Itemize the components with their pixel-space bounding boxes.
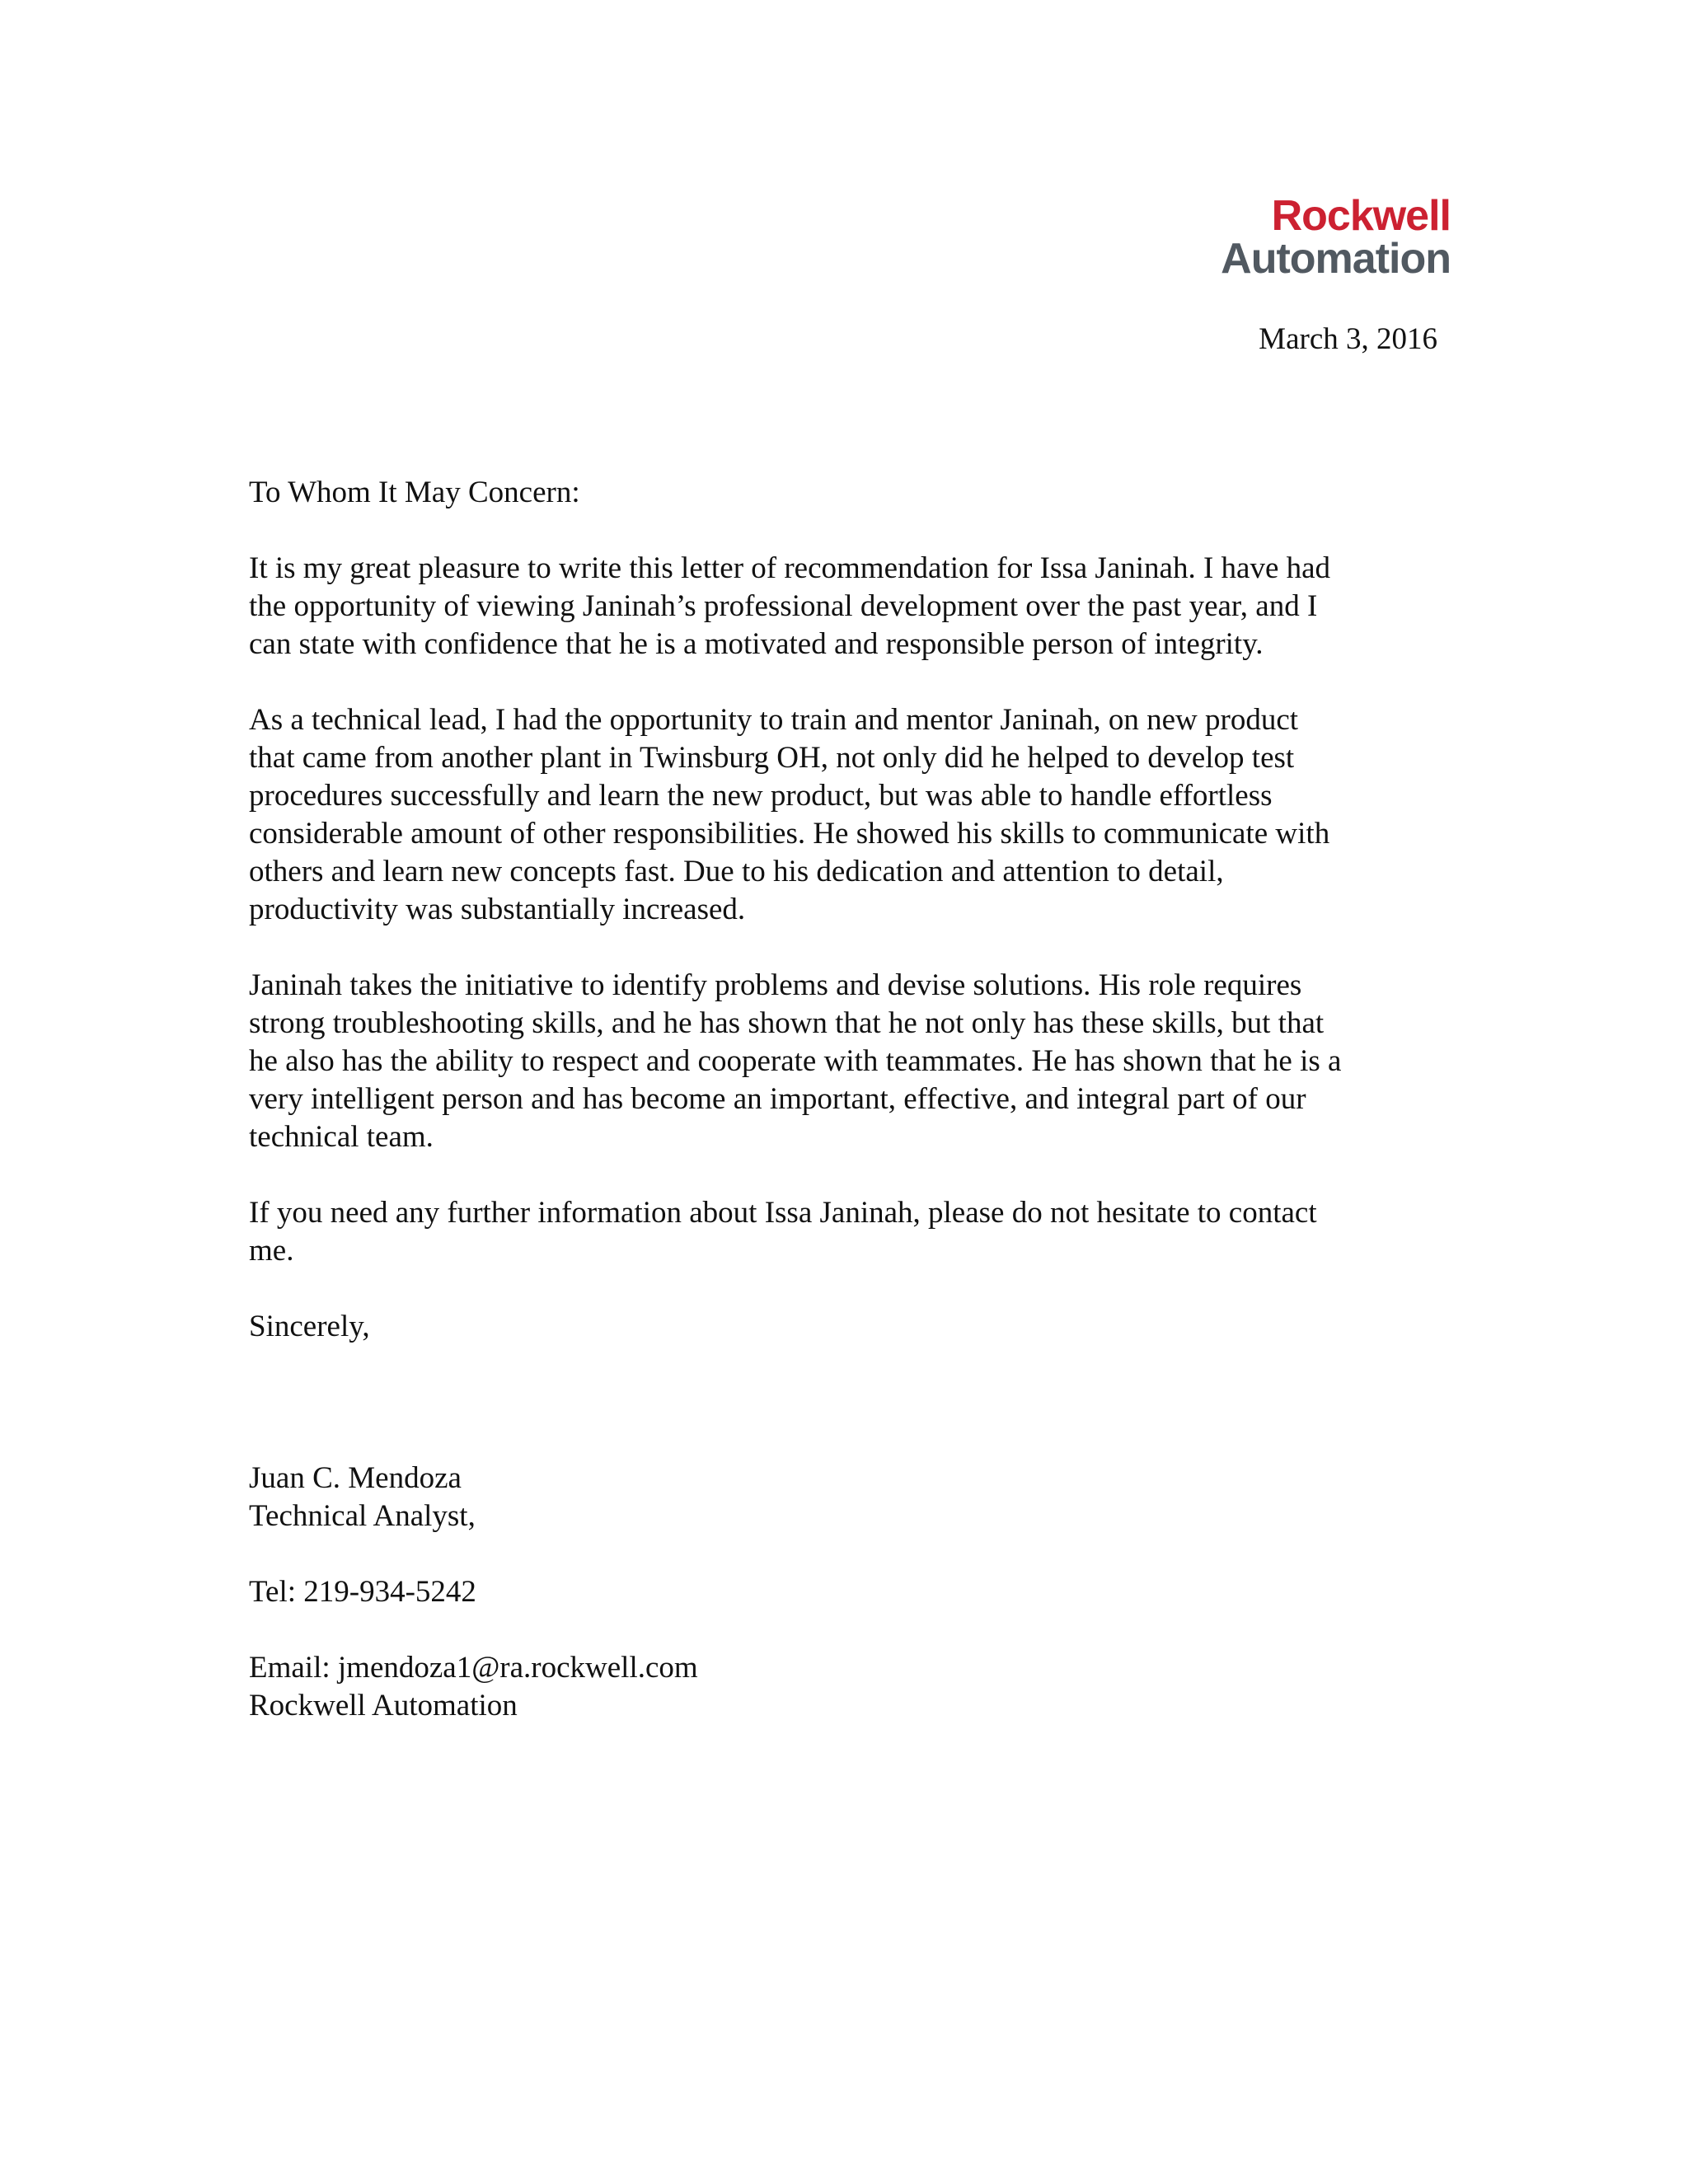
paragraph-line: the opportunity of viewing Janinah’s professional development over the past year, and I xyxy=(249,589,1318,623)
paragraph-line: he also has the ability to respect and cooperate with teammates. He has shown that he is a xyxy=(249,1044,1342,1078)
letter-body xyxy=(249,474,1452,1725)
signer-name: Juan C. Mendoza xyxy=(249,1461,462,1495)
paragraph-line: procedures successfully and learn the new product, but was able to handle effortless xyxy=(249,779,1273,813)
paragraph-line: very intelligent person and has become an important, effective, and integral part of our xyxy=(249,1082,1306,1116)
paragraph-line: considerable amount of other responsibilities. He showed his skills to communicate with xyxy=(249,817,1330,851)
paragraph-line: As a technical lead, I had the opportunity to train and mentor Janinah, on new product xyxy=(249,703,1299,737)
paragraph-line: others and learn new concepts fast. Due to his dedication and attention to detail, xyxy=(249,855,1224,888)
signature-block xyxy=(249,1460,1452,1725)
paragraph-line: strong troubleshooting skills, and he has shown that he not only has these skills, but that xyxy=(249,1006,1325,1040)
paragraph-3 xyxy=(249,967,1452,1156)
paragraph-line: that came from another plant in Twinsburg OH, not only did he helped to develop test xyxy=(249,741,1295,775)
salutation: To Whom It May Concern: xyxy=(249,476,580,509)
paragraph-4 xyxy=(249,1194,1452,1270)
paragraph-line: It is my great pleasure to write this letter of recommendation for Issa Janinah. I have had xyxy=(249,551,1331,585)
closing: Sincerely, xyxy=(249,1310,370,1343)
paragraph-2 xyxy=(249,701,1452,929)
letter-date: March 3, 2016 xyxy=(1259,322,1437,356)
paragraph-1 xyxy=(249,550,1452,663)
paragraph-line: If you need any further information about Issa Janinah, please do not hesitate to contact xyxy=(249,1196,1317,1230)
paragraph-line: Janinah takes the initiative to identify problems and devise solutions. His role requires xyxy=(249,968,1302,1002)
signer-title: Technical Analyst, xyxy=(249,1499,476,1533)
company-logo xyxy=(1121,192,1451,283)
logo-automation-text: Automation xyxy=(1221,235,1451,283)
signer-email: Email: jmendoza1@ra.rockwell.com xyxy=(249,1651,698,1685)
logo-rockwell-text: Rockwell xyxy=(1271,192,1451,240)
paragraph-line: technical team. xyxy=(249,1120,434,1154)
paragraph-line: productivity was substantially increased. xyxy=(249,893,746,926)
signer-phone: Tel: 219-934-5242 xyxy=(249,1575,476,1609)
paragraph-line: can state with confidence that he is a motivated and responsible person of integrity. xyxy=(249,627,1264,661)
paragraph-line: me. xyxy=(249,1234,294,1268)
signer-company: Rockwell Automation xyxy=(249,1689,518,1722)
